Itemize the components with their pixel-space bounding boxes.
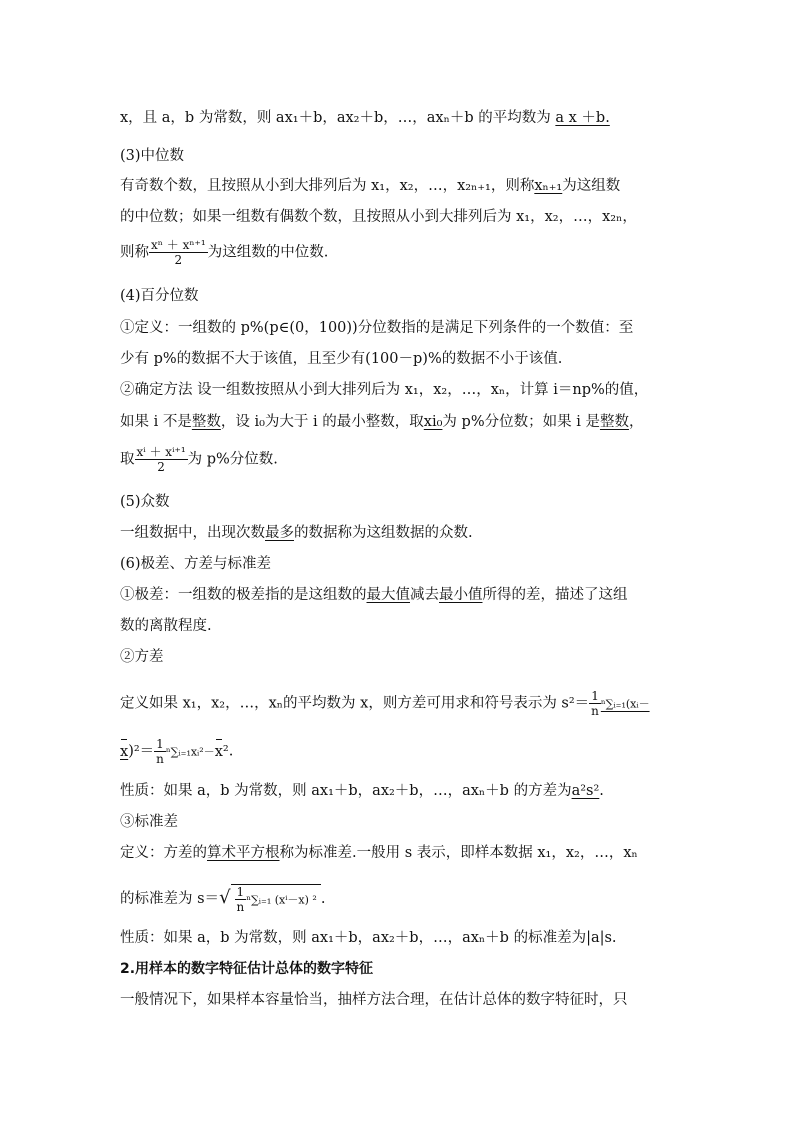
range-text-5: 所得的差，描述了这组 [482, 587, 628, 603]
range-text-1: ①极差：一组数的极差指的是这组数的 [120, 587, 367, 603]
sqrt-sign: √ [219, 887, 231, 908]
stddev-formula-end: . [320, 891, 326, 907]
percentile-text-g: ， [628, 414, 644, 430]
stddev-answer: 算术平方根 [207, 845, 280, 861]
section-heading-percentile: (4)百分位数 [120, 288, 199, 304]
section-heading-estimate: 2.用样本的数字特征估计总体的数字特征 [120, 961, 374, 977]
stddev-fraction-numerator: 1 [236, 885, 245, 899]
stddev-sum: ⁿ∑ᵢ₌₁ (xⁱ－x) ² [246, 893, 317, 907]
variance-property-answer: a²s² [571, 783, 600, 799]
range-answer-min: 最小值 [439, 587, 483, 603]
percentile-answer-integer1: 整数 [191, 414, 221, 430]
text-line [120, 108, 680, 128]
percentile-definition-line2: 少有 p%的数据不大于该值，且至少有(100－p)%的数据不小于该值. [120, 351, 563, 367]
text-line [120, 689, 680, 718]
variance-fraction [589, 689, 601, 718]
variance-mean-bar-2: x [214, 743, 223, 760]
percentile-fraction [135, 445, 188, 474]
text-line [120, 884, 680, 914]
median-even-text: 的中位数；如果一组数有偶数个数，且按照从小到大排列后为 x₁，x₂，…，x₂ₙ， [120, 209, 637, 225]
median-fraction [149, 238, 208, 267]
text-line [120, 737, 680, 766]
variance-fraction-2 [154, 737, 166, 766]
variance-heading: ②方差 [120, 649, 164, 665]
section-heading-mode: (5)众数 [120, 494, 170, 510]
mode-text-a: 一组数据中，出现次数 [120, 525, 265, 541]
text-line [120, 176, 680, 196]
percentile-take-prefix: 取 [120, 451, 135, 468]
percentile-method-line1: ②确定方法 设一组数按照从小到大排列后为 x₁，x₂，…，xₙ，计算 i＝np%的值， [120, 382, 649, 398]
mode-answer: 最多 [265, 525, 294, 541]
percentile-text-c: ，设 i₀为大于 i 的最小整数，取 [220, 414, 424, 430]
stddev-fraction [235, 885, 247, 914]
stddev-formula-prefix: 的标准差为 s＝ [120, 891, 220, 907]
variance-sum-2: ⁿ∑ᵢ₌₁xᵢ²－ [165, 745, 215, 759]
range-text-3: 减去 [410, 587, 439, 603]
variance-property-text: 性质：如果 a，b 为常数，则 ax₁＋b，ax₂＋b，…，axₙ＋b 的方差为 [120, 783, 572, 799]
percentile-answer-integer2: 整数 [599, 414, 629, 430]
variance-property-end: . [599, 783, 604, 799]
variance-fraction-numerator: 1 [591, 689, 599, 703]
median-odd-tail: 为这组数 [562, 178, 621, 194]
stddev-radicand [231, 884, 321, 914]
median-fraction-numerator: xⁿ ＋ xⁿ⁺¹ [151, 238, 206, 252]
mode-text-c: 的数据称为这组数据的众数. [294, 525, 473, 541]
stddev-text-a: 定义：方差的 [120, 845, 207, 861]
text-line [120, 412, 680, 432]
median-even-tail: 为这组数的中位数. [207, 244, 329, 261]
percentile-text-a: 如果 i 不是 [120, 414, 192, 430]
mean-property-text: x，且 a，b 为常数，则 ax₁＋b，ax₂＋b，…，axₙ＋b 的平均数为 [120, 110, 551, 126]
variance-eq: )²＝ [128, 743, 155, 760]
stddev-fraction-denominator: n [236, 900, 245, 914]
percentile-take-tail: 为 p%分位数. [187, 451, 278, 468]
text-line [120, 585, 680, 605]
text-line [120, 523, 680, 543]
variance-end: ². [222, 743, 234, 760]
percentile-answer-xi0: xi₀ [423, 414, 443, 430]
percentile-definition-line1: ①定义：一组数的 p%(p∈(0，100))分位数指的是满足下列条件的一个数值：至 [120, 320, 634, 336]
range-answer-max: 最大值 [366, 587, 410, 603]
section-heading-median: (3)中位数 [120, 148, 185, 164]
text-line [120, 843, 680, 863]
median-even-prefix: 则称 [120, 244, 149, 261]
variance-sum: ⁿ∑ᵢ₌₁(xᵢ－ [600, 697, 650, 711]
variance-fraction-2-numerator: 1 [156, 737, 164, 751]
percentile-fraction-numerator: xⁱ ＋ xⁱ⁺¹ [136, 445, 186, 459]
variance-fraction-2-denominator: n [156, 752, 164, 766]
text-line [120, 445, 680, 474]
percentile-fraction-denominator: 2 [157, 460, 165, 474]
estimate-text-line1: 一般情况下，如果样本容量恰当，抽样方法合理，在估计总体的数字特征时，只 [120, 992, 628, 1008]
text-line [120, 781, 680, 801]
percentile-text-e: 为 p%分位数；如果 i 是 [442, 414, 600, 430]
variance-mean-bar: x [120, 743, 129, 760]
stddev-heading: ③标准差 [120, 814, 178, 830]
range-text-line2: 数的离散程度. [120, 618, 212, 634]
section-heading-range-variance: (6)极差、方差与标准差 [120, 556, 272, 572]
mean-answer: a x ＋b. [555, 110, 610, 126]
median-odd-answer: xₙ₊₁ [534, 178, 563, 194]
text-line [120, 238, 680, 267]
stddev-text-c: 称为标准差.一般用 s 表示，即样本数据 x₁，x₂，…，xₙ [279, 845, 638, 861]
median-fraction-denominator: 2 [174, 253, 183, 267]
variance-fraction-denominator: n [591, 704, 599, 718]
stddev-property-text: 性质：如果 a，b 为常数，则 ax₁＋b，ax₂＋b，…，axₙ＋b 的标准差为|a|s. [120, 930, 617, 946]
median-odd-text: 有奇数个数，且按照从小到大排列后为 x₁，x₂，…，x₂ₙ₊₁，则称 [120, 178, 535, 194]
variance-definition-text: 定义如果 x₁，x₂，…，xₙ的平均数为 x，则方差可用求和符号表示为 s²＝ [120, 695, 590, 712]
